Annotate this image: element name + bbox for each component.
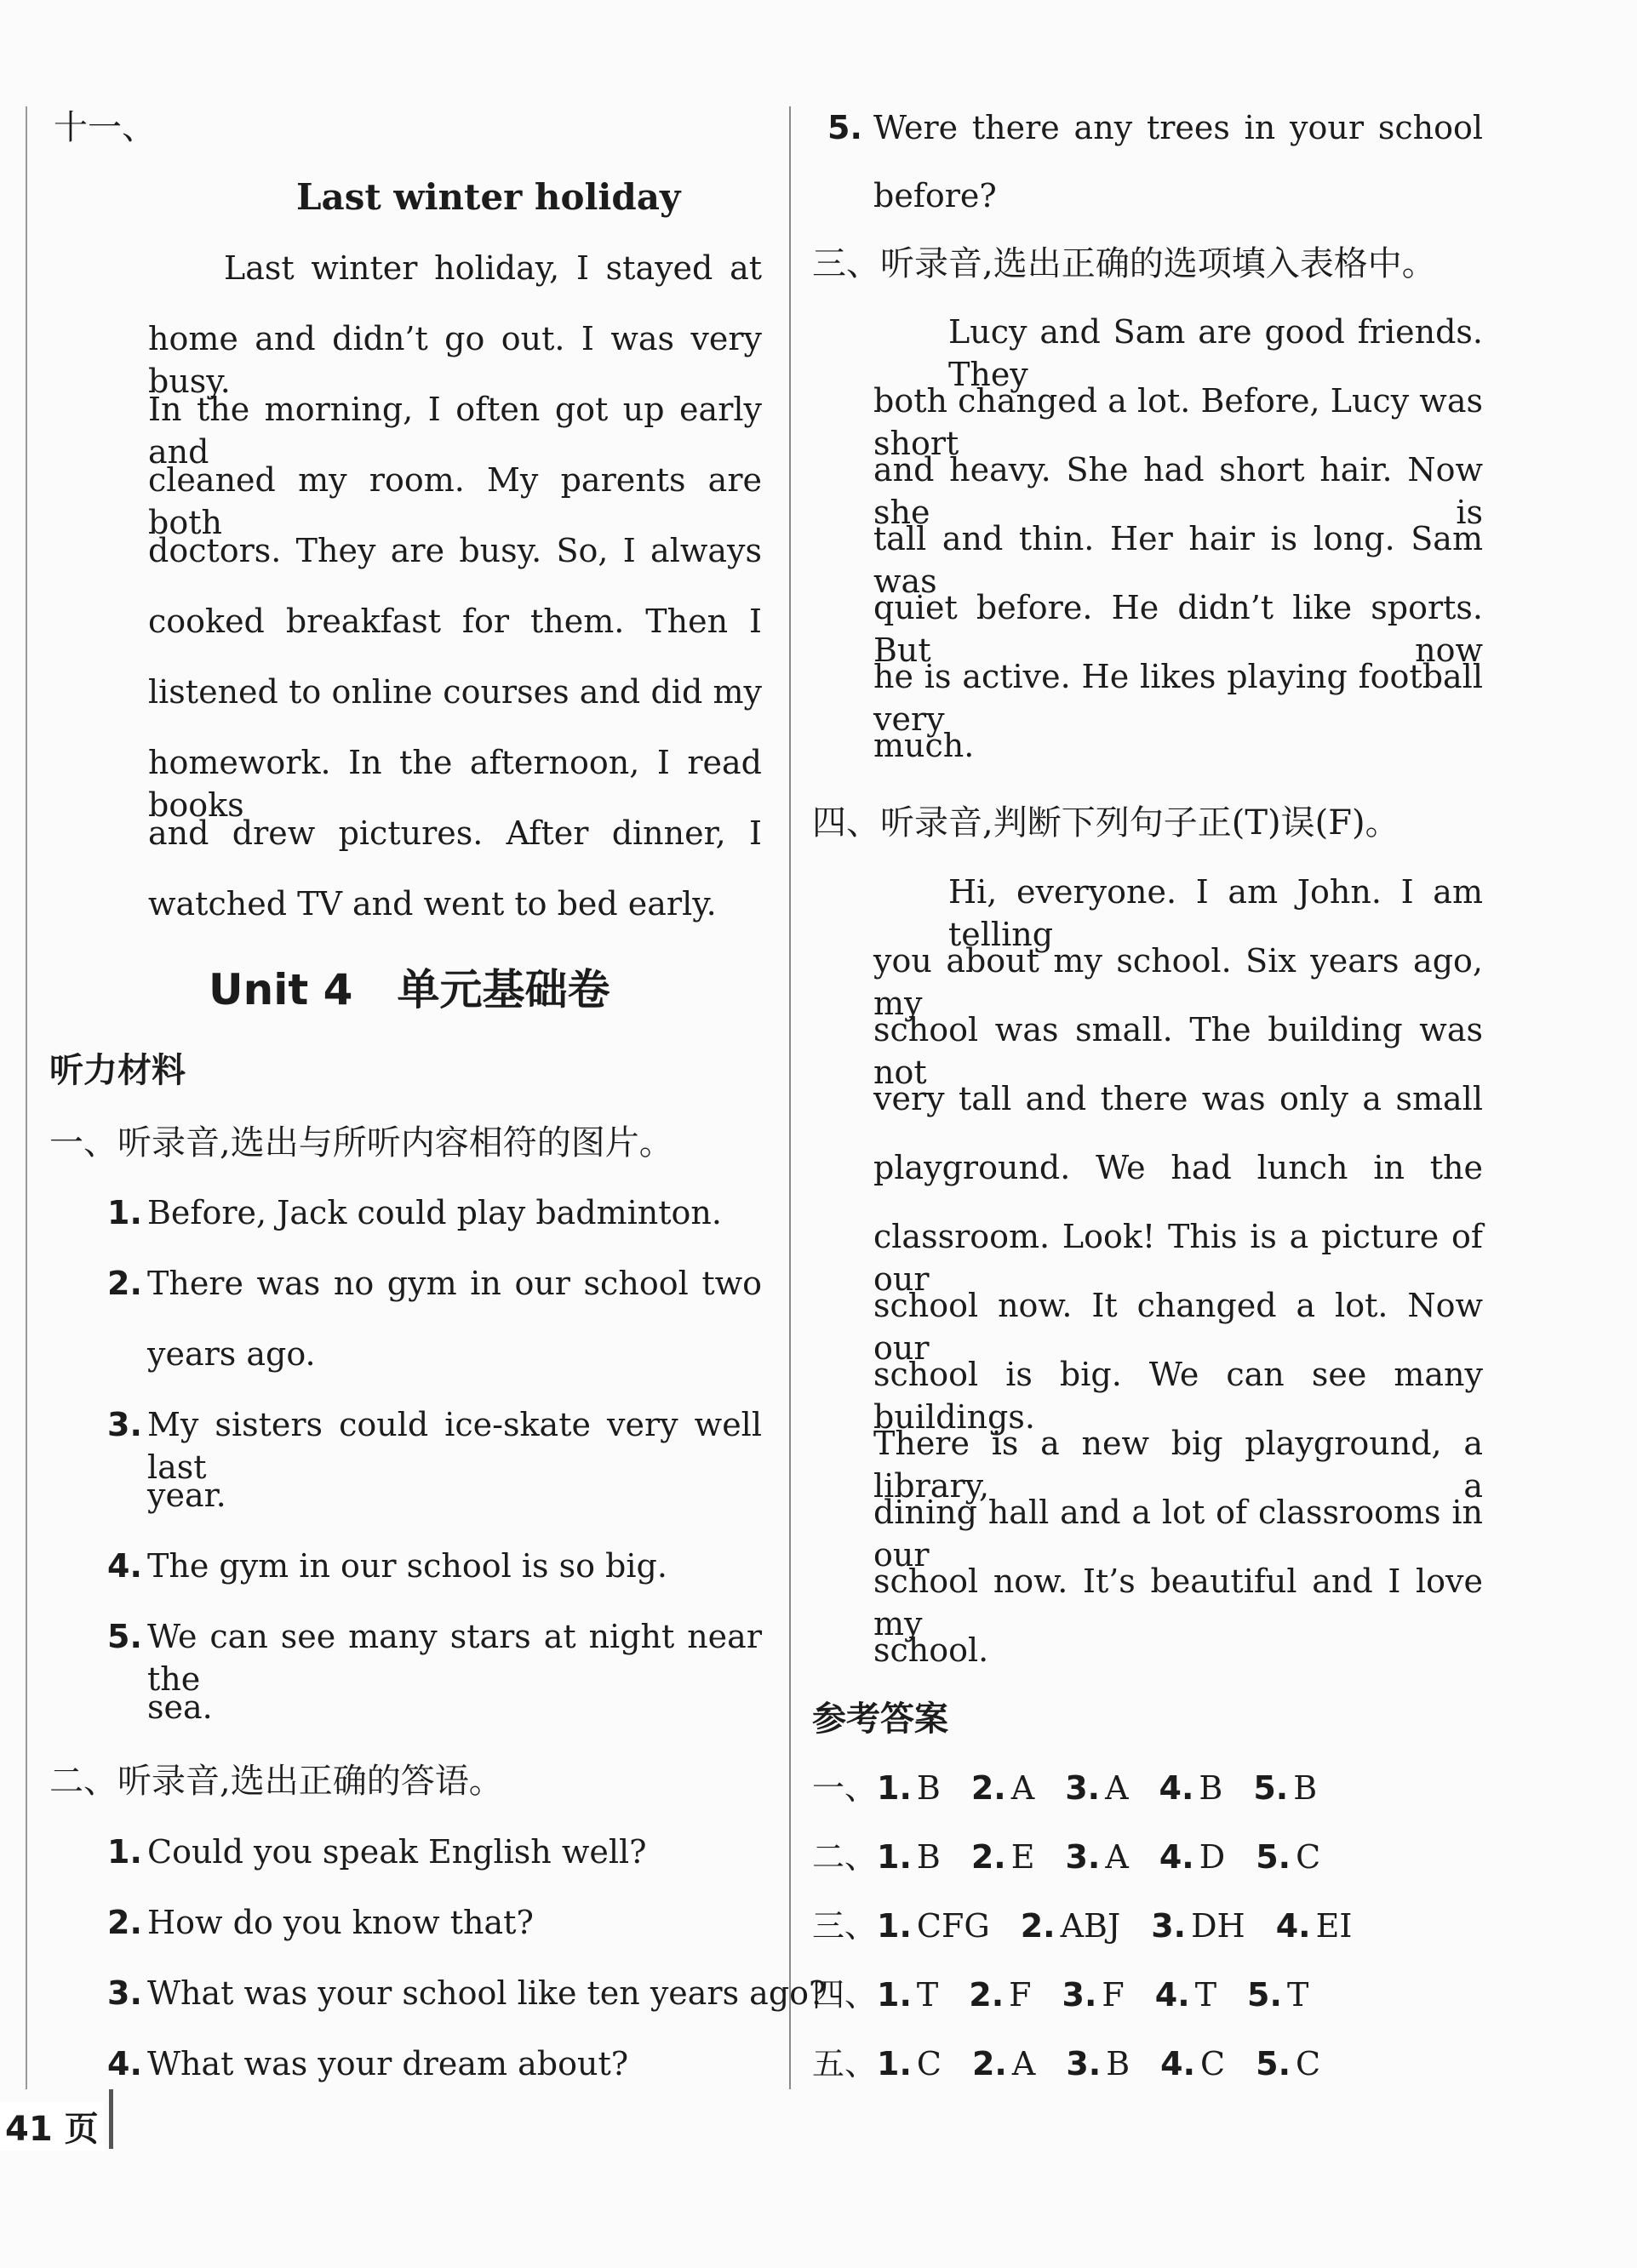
item-number: 3. — [107, 1406, 142, 1443]
list-item: year. — [147, 1477, 226, 1514]
answer-number: 1. — [877, 1976, 912, 2014]
answer-value: E — [1010, 1838, 1035, 1876]
list-item: Before, Jack could play badminton. — [147, 1194, 722, 1231]
paragraph-line: and drew pictures. After dinner, I — [148, 814, 762, 852]
item-number: 1. — [107, 1194, 142, 1231]
answer-number: 4. — [1154, 1976, 1190, 2014]
answer-value: B — [1199, 1769, 1223, 1807]
answer-row — [812, 1974, 1308, 2016]
answer-value: EI — [1315, 1907, 1353, 1945]
paragraph-line: doctors. They are busy. So, I always — [148, 532, 762, 569]
answer-number: 3. — [1062, 1976, 1097, 2014]
item-number: 3. — [107, 1974, 142, 2012]
paragraph-line: school now. It’s beautiful and I love my — [873, 1562, 1483, 1642]
paragraph-line: you about my school. Six years ago, my — [873, 942, 1483, 1022]
item-number: 4. — [107, 1547, 142, 1585]
paragraph-line: home and didn’t go out. I was very busy. — [148, 320, 762, 400]
list-item: There was no gym in our school two — [147, 1265, 762, 1302]
list-item: The gym in our school is so big. — [147, 1547, 667, 1585]
answer-value: D — [1199, 1838, 1226, 1876]
answers-heading: 参考答案 — [812, 1700, 948, 1739]
answer-value: F — [1009, 1976, 1032, 2014]
answer-value: F — [1102, 1976, 1125, 2014]
item-number: 5. — [107, 1618, 142, 1655]
paragraph-line: cooked breakfast for them. Then I — [148, 603, 762, 640]
answer-number: 4. — [1159, 1838, 1194, 1876]
paragraph-line: classroom. Look! This is a picture of our — [873, 1218, 1483, 1298]
answer-row — [812, 2042, 1320, 2085]
answer-value: C — [1200, 2045, 1226, 2082]
answer-value: C — [916, 2045, 942, 2082]
answer-row — [812, 1905, 1352, 1947]
list-item: Could you speak English well? — [147, 1833, 647, 1871]
answer-number: 2. — [971, 2045, 1007, 2082]
item-number: 1. — [107, 1833, 142, 1871]
paragraph-line: school was small. The building was not — [873, 1011, 1483, 1091]
paragraph-line: school. — [873, 1631, 989, 1669]
answer-number: 1. — [877, 1838, 912, 1876]
answer-value: A — [1010, 1769, 1035, 1807]
answer-value: T — [1194, 1976, 1217, 2014]
answer-value: T — [1286, 1976, 1309, 2014]
answer-number: 5. — [1256, 2045, 1291, 2082]
section-1-heading: 一、听录音,选出与所听内容相符的图片。 — [49, 1123, 673, 1163]
unit-number: Unit 4 — [209, 965, 353, 1014]
paragraph-line: There is a new big playground, a library, a — [873, 1425, 1483, 1505]
answer-number: 2. — [970, 1769, 1006, 1807]
paragraph-line: dining hall and a lot of classrooms in our — [873, 1494, 1483, 1574]
item-text: Were there any trees in your school — [873, 109, 1483, 146]
paragraph-line: In the morning, I often got up early and — [148, 391, 762, 471]
answer-number: 1. — [877, 1769, 912, 1807]
answer-number: 4. — [1275, 1907, 1311, 1945]
list-item: years ago. — [147, 1335, 316, 1373]
list-item: What was your dream about? — [147, 2045, 629, 2082]
list-item: We can see many stars at night near the — [147, 1618, 762, 1698]
answer-number: 2. — [1020, 1907, 1056, 1945]
answer-value: C — [1296, 2045, 1321, 2082]
answer-number: 1. — [877, 2045, 912, 2082]
paragraph-line: Hi, everyone. I am John. I am telling — [948, 873, 1483, 953]
paragraph-line: Last winter holiday, I stayed at — [224, 249, 762, 287]
paragraph-line: he is active. He likes playing football very — [873, 658, 1483, 738]
answer-value: A — [1011, 2045, 1036, 2082]
answer-value: DH — [1191, 1907, 1245, 1945]
paragraph-line: tall and thin. Her hair is long. Sam was — [873, 520, 1483, 600]
answer-value: C — [1296, 1838, 1321, 1876]
list-item: sea. — [147, 1688, 213, 1726]
answer-section-label: 三、 — [812, 1907, 878, 1945]
item-number: 5. — [827, 109, 862, 146]
paragraph-line: playground. We had lunch in the — [873, 1149, 1483, 1186]
answer-section-label: 五、 — [812, 2045, 878, 2082]
answer-number: 5. — [1253, 1769, 1289, 1807]
footer-bar — [109, 2089, 113, 2149]
answer-number: 5. — [1247, 1976, 1282, 2014]
answer-number: 2. — [969, 1976, 1005, 2014]
list-item — [827, 106, 1483, 149]
answer-number: 3. — [1151, 1907, 1187, 1945]
item-number: 2. — [107, 1904, 142, 1941]
answer-number: 3. — [1066, 2045, 1102, 2082]
answer-value: B — [1293, 1769, 1318, 1807]
unit-heading — [209, 965, 610, 1014]
paragraph-line: homework. In the afternoon, I read books — [148, 744, 762, 824]
paragraph-line: much. — [873, 727, 975, 764]
answer-number: 3. — [1065, 1769, 1101, 1807]
answer-row — [812, 1767, 1317, 1809]
item-text-continued: before? — [873, 177, 997, 214]
answer-value: A — [1105, 1838, 1129, 1876]
paragraph-line: school now. It changed a lot. Now our — [873, 1287, 1483, 1367]
section-11-heading: 十一、 — [54, 108, 156, 147]
answer-value: A — [1105, 1769, 1129, 1807]
list-item: How do you know that? — [147, 1904, 534, 1941]
answer-row — [812, 1836, 1320, 1878]
answer-number: 5. — [1256, 1838, 1291, 1876]
section-3-heading: 三、听录音,选出正确的选项填入表格中。 — [812, 244, 1436, 283]
answer-value: B — [1106, 2045, 1130, 2082]
paragraph-line: watched TV and went to bed early. — [148, 885, 717, 923]
paragraph-line: cleaned my room. My parents are both — [148, 461, 762, 541]
answer-value: ABJ — [1060, 1907, 1121, 1945]
paragraph-line: listened to online courses and did my — [148, 673, 762, 711]
left-margin-rule — [26, 106, 27, 2089]
answer-number: 4. — [1159, 1769, 1194, 1807]
item-number: 4. — [107, 2045, 142, 2082]
answer-value: T — [916, 1976, 939, 2014]
paragraph-line: and heavy. She had short hair. Now she is — [873, 451, 1483, 531]
answer-number: 1. — [877, 1907, 912, 1945]
list-item: My sisters could ice-skate very well last — [147, 1406, 762, 1486]
answer-section-label: 一、 — [812, 1769, 878, 1807]
paragraph-line: both changed a lot. Before, Lucy was short — [873, 382, 1483, 462]
paragraph-line: quiet before. He didn’t like sports. But now — [873, 589, 1483, 669]
section-2-heading: 二、听录音,选出正确的答语。 — [49, 1762, 503, 1801]
list-item: What was your school like ten years ago? — [147, 1974, 827, 2012]
item-number: 2. — [107, 1265, 142, 1302]
unit-name: 单元基础卷 — [397, 965, 610, 1014]
answer-section-label: 四、 — [812, 1976, 878, 2014]
answer-number: 4. — [1160, 2045, 1196, 2082]
paragraph-line: school is big. We can see many buildings. — [873, 1356, 1483, 1436]
answer-value: CFG — [916, 1907, 990, 1945]
page-number: 41 页 — [0, 2102, 104, 2151]
paragraph-line: very tall and there was only a small — [873, 1080, 1483, 1117]
answer-value: B — [916, 1769, 941, 1807]
answer-section-label: 二、 — [812, 1838, 878, 1876]
essay-title: Last winter holiday — [296, 176, 681, 218]
answer-number: 3. — [1065, 1838, 1101, 1876]
answer-value: B — [916, 1838, 941, 1876]
paragraph-line: Lucy and Sam are good friends. They — [948, 313, 1483, 393]
column-divider — [789, 106, 791, 2089]
answer-number: 2. — [970, 1838, 1006, 1876]
listening-materials-heading: 听力材料 — [49, 1051, 186, 1090]
section-4-heading: 四、听录音,判断下列句子正(T)误(F)。 — [812, 803, 1399, 843]
